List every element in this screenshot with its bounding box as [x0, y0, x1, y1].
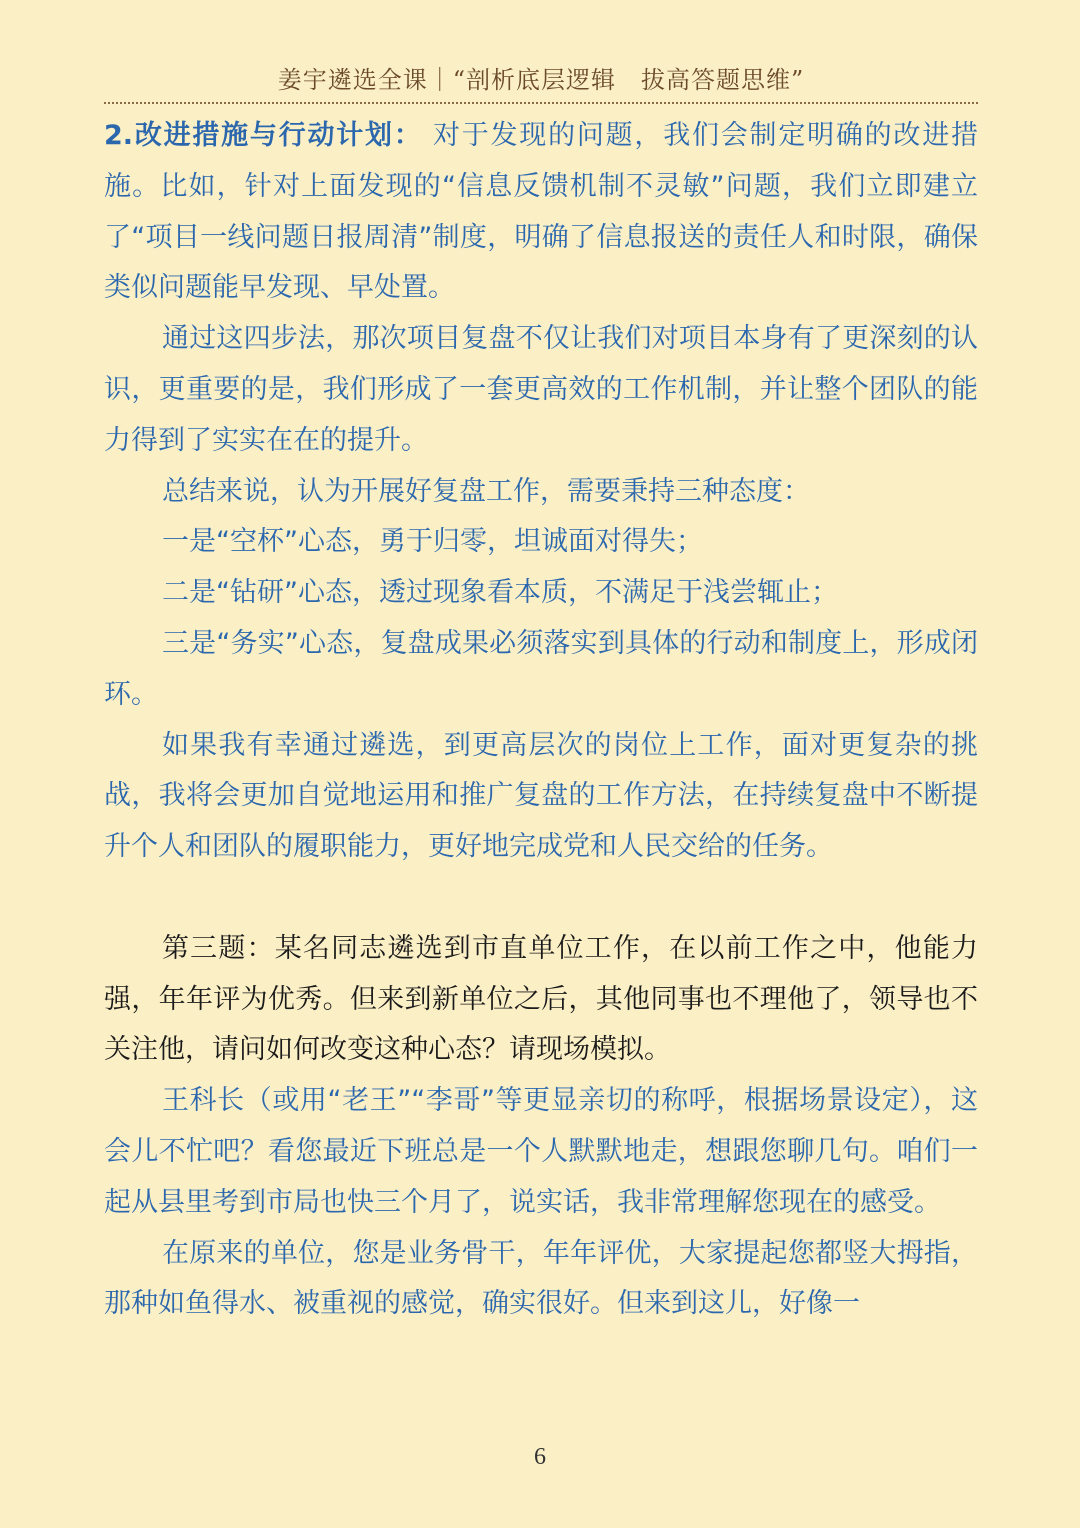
paragraph-summary: 总结来说，认为开展好复盘工作，需要秉持三种态度：	[162, 475, 810, 507]
paragraph-spacer	[104, 873, 978, 924]
paragraph-answer-opening: 王科长（或用“老王”“李哥”等更显亲切的称呼，根据场景设定），这会儿不忙吧？看您最近下班总是一个人默默地走，想跟您聊几句。咱们一起从县里考到市局也快三个月了，说实话，我非常理解您现在的感受。	[104, 1085, 978, 1218]
document-body	[104, 111, 978, 1330]
paragraph-text: 对于发现的问题，我们会制定明确的改进措施。比如，针对上面发现的“信息反馈机制不灵敏”问题，我们立即建立了“项目一线问题日报周清”制度，明确了信息报送的责任人和时限，确保类似问题能早发现、早处置。	[104, 120, 978, 304]
page-header: 姜宇遴选全课｜“剖析底层逻辑 拔高答题思维”	[277, 66, 805, 94]
attitude-item-2: 二是“钻研”心态，透过现象看本质，不满足于浅尝辄止；	[162, 577, 838, 609]
paragraph-improvement-measures	[104, 111, 978, 314]
paragraph-lead: 2.改进措施与行动计划：	[104, 120, 423, 151]
question-three: 第三题：某名同志遴选到市直单位工作，在以前工作之中，他能力强，年年评为优秀。但来到新单位之后，其他同事也不理他了，领导也不关注他，请问如何改变这种心态？请现场模拟。	[104, 932, 978, 1066]
paragraph-answer-continued: 在原来的单位，您是业务骨干，年年评优，大家提起您都竖大拇指，那种如鱼得水、被重视的感觉，确实很好。但来到这儿，好像一	[104, 1237, 978, 1320]
page-number: 6	[534, 1444, 546, 1470]
paragraph-four-steps: 通过这四步法，那次项目复盘不仅让我们对项目本身有了更深刻的认识，更重要的是，我们形成了一套更高效的工作机制，并让整个团队的能力得到了实实在在的提升。	[104, 323, 978, 456]
paragraph-conclusion: 如果我有幸通过遴选，到更高层次的岗位上工作，面对更复杂的挑战，我将会更加自觉地运用和推广复盘的工作方法，在持续复盘中不断提升个人和团队的履职能力，更好地完成党和人民交给的任务。	[104, 729, 978, 863]
header-divider	[104, 102, 978, 104]
attitude-item-1: 一是“空杯”心态，勇于归零，坦诚面对得失；	[162, 526, 703, 558]
attitude-item-3: 三是“务实”心态，复盘成果必须落实到具体的行动和制度上，形成闭环。	[104, 627, 978, 710]
